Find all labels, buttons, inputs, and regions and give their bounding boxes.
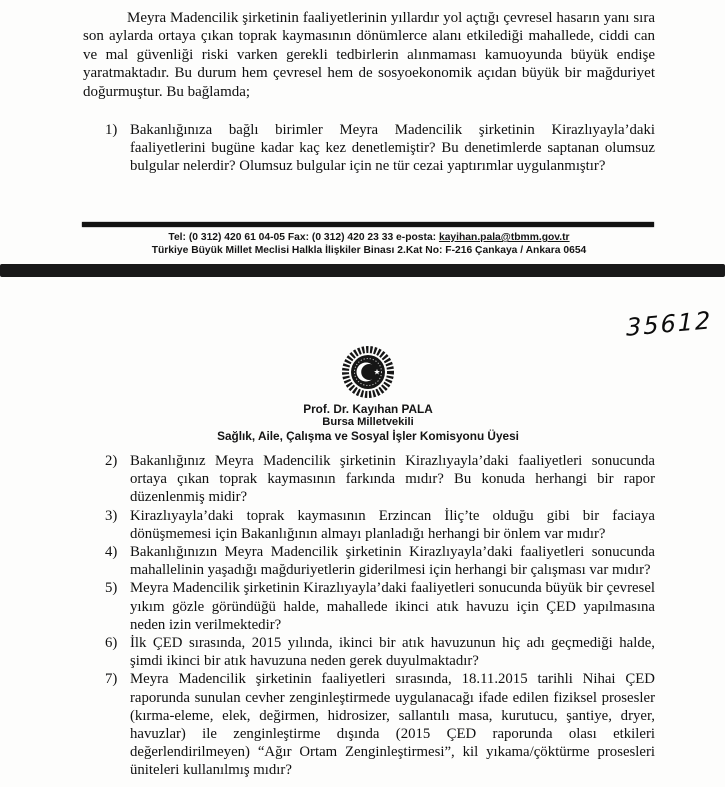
handwritten-registry-number: 35612 xyxy=(625,306,713,342)
footer-divider-rule xyxy=(82,222,654,227)
question-number: 7) xyxy=(105,671,118,688)
question-item-1 xyxy=(105,121,655,176)
intro-paragraph: Meyra Madencilik şirketinin faaliyetlerinin yıllardır yol açtığı çevresel hasarın yanı sıra son aylarda ortaya çıkan toprak kaymasının dönümlerce alanı etkilediği mahallede, ciddi can ve mal güvenliği riski varken gerekli tedbirlerin alınmaması kamuoyunda büyük endişe yaratmaktadır. Bu durum hem çevresel hem de sosyoekonomik açıdan büyük bir mağduriyet doğurmuştur. Bu bağlamda; xyxy=(83,10,655,100)
question-text: Kirazlıyayla’daki toprak kaymasının Erzincan İliç’te olduğu gibi bir faciaya dönüşmemesi için Bakanlığının almayı planladığı herhangi bir önlem var mıdır? xyxy=(130,507,655,542)
question-text: Bakanlığınız Meyra Madencilik şirketinin Kirazlıyayla’daki faaliyetleri sonucunda ortaya çıkan toprak kaymasının farkında mıdır? Bu konuda herhangi bir rapor düzenlenmiş midir? xyxy=(130,453,655,506)
question-number: 2) xyxy=(105,453,118,469)
signatory-role: Sağlık, Aile, Çalışma ve Sosyal İşler Komisyonu Üyesi xyxy=(217,429,519,443)
question-number: 5) xyxy=(105,580,118,597)
page-separator-bar xyxy=(0,264,725,277)
question-text: Meyra Madencilik şirketinin Kirazlıyayla’daki faaliyetleri sonucunda büyük bir çevresel yıkım gözle göründüğü halde, mahallede ikinci atık havuzu için ÇED yapılmasına neden izin verilmektedir? xyxy=(130,580,655,633)
tbmm-seal-icon xyxy=(341,345,395,399)
question-number: 3) xyxy=(105,507,118,524)
signatory-block xyxy=(41,402,695,443)
question-row xyxy=(105,121,655,176)
signatory-title: Bursa Milletvekili xyxy=(322,416,414,428)
question-number: 4) xyxy=(105,544,118,561)
email-text: kayihan.pala@tbmm.gov.tr xyxy=(438,232,570,243)
question-item-4 xyxy=(105,543,655,579)
question-item-7 xyxy=(105,670,655,779)
question-text: İlk ÇED sırasında, 2015 yılında, ikinci bir atık havuzunun hiç adı geçmediği halde, şimdi ikinci bir atık havuzuna neden gerek duyulmaktadır? xyxy=(130,635,655,670)
signatory-name: Prof. Dr. Kayıhan PALA xyxy=(303,402,433,416)
question-item-3 xyxy=(105,507,655,543)
question-number: 6) xyxy=(105,635,118,652)
question-list xyxy=(105,452,655,780)
question-text: Bakanlığınızın Meyra Madencilik şirketinin Kirazlıyayla’daki faaliyetleri sonucunda mahallelinin yaşadığı mağduriyetlerin giderilmesi için herhangi bir çalışması var mıdır? xyxy=(130,544,655,579)
footer-tel-fax-text: Tel: (0 312) 420 61 04-05 Fax: (0 312) 420 23 33 e-posta: xyxy=(168,232,439,243)
footer-contact-line xyxy=(70,232,668,243)
question-item-6 xyxy=(105,634,655,670)
footer-address-line: Türkiye Büyük Millet Meclisi Halkla İlişkiler Binası 2.Kat No: F-216 Çankaya / Ankara 0654 xyxy=(151,245,587,256)
question-item-5 xyxy=(105,579,655,634)
question-text: Meyra Madencilik şirketinin faaliyetleri sırasında, 18.11.2015 tarihli Nihai ÇED raporunda sunulan cevher zenginleştirmede uygulanacağı ifade edilen fiziksel prosesler (kırma-eleme, elek, değirmen, hidrosizer, sallantılı masa, kurutucu, şantiye, dryer, havuzlar) ile zenginleştirme dışında (2015 ÇED raporunda olası etkileri değerlendirilmeyen) “Ağır Ortam Zenginleştirmesi”, kil yıkama/çöktürme prosesleri üniteleri kullanılmış mıdır? xyxy=(130,671,655,779)
question-text: Bakanlığınıza bağlı birimler Meyra Madencilik şirketinin Kirazlıyayla’daki faaliyetlerini bugüne kadar kaç kez denetlemiştir? Bu denetimlerde saptanan olumsuz bulgular nelerdir? Olumsuz bulgular için ne tür cezai yaptırımlar uygulanmıştır? xyxy=(130,122,655,175)
question-item-2 xyxy=(105,452,655,507)
question-number: 1) xyxy=(105,122,118,138)
